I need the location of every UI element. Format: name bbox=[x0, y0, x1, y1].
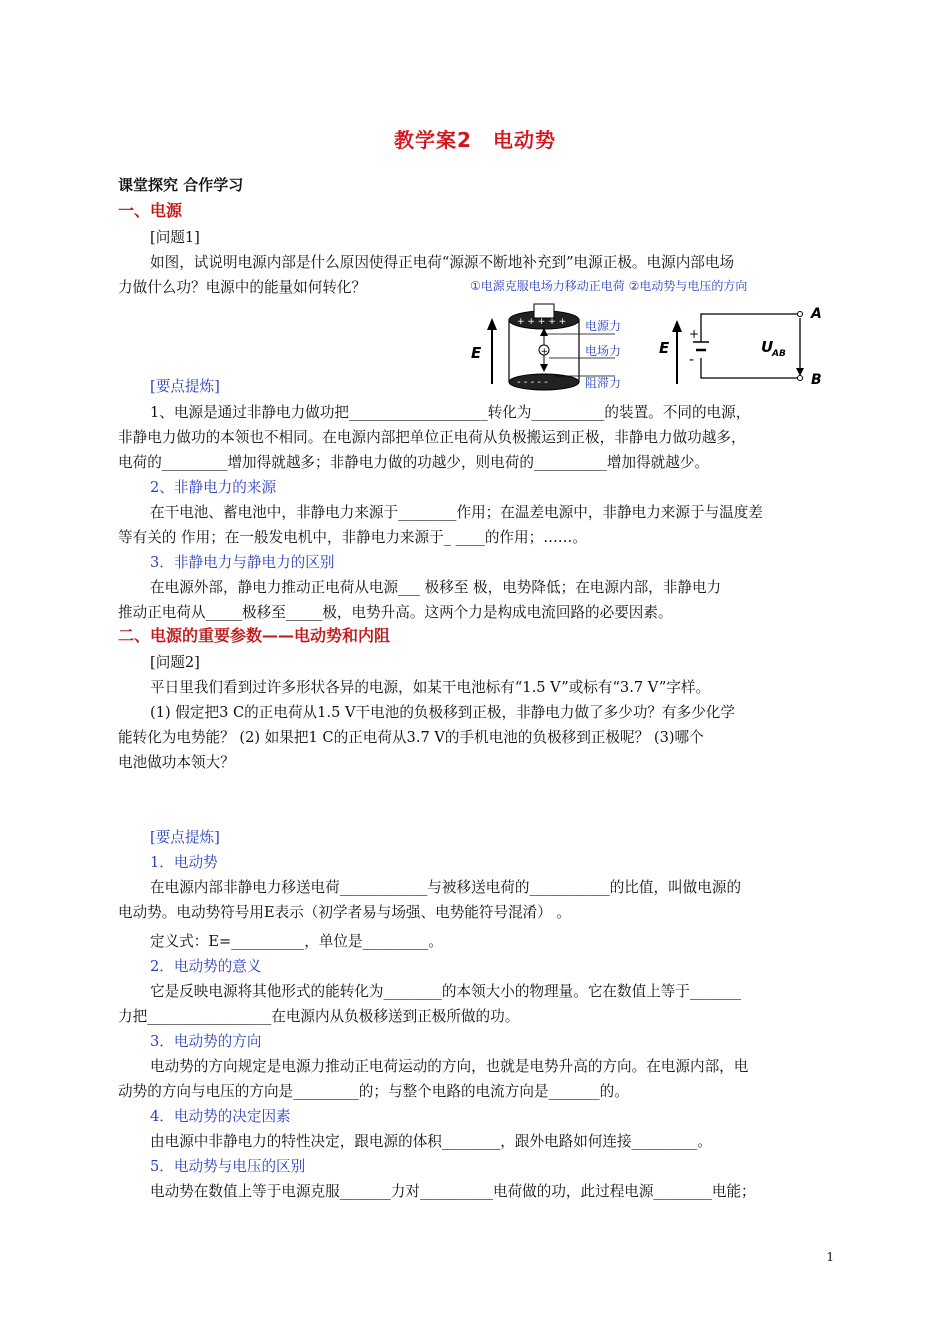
k5-line1: 电动势在数值上等于电源克服_______力对__________电荷做的功，此过程电源________电能； bbox=[150, 1183, 756, 1200]
p3-line2: 推动正电荷从_____极移至_____极，电势升高。这两个力是构成电流回路的必要因素。 bbox=[118, 604, 673, 621]
k4-title: 4．电动势的决定因素 bbox=[150, 1108, 291, 1125]
uab-label: U bbox=[761, 338, 774, 356]
battery-figure bbox=[465, 276, 835, 394]
k2-line2: 力把_________________在电源内从负极移送到正极所做的功。 bbox=[118, 1008, 520, 1025]
cell-plus: + bbox=[689, 327, 700, 341]
plus-marks: + + + + + bbox=[517, 317, 567, 327]
k3-line2: 动势的方向与电压的方向是_________的；与整个电路的电流方向是_______的。 bbox=[118, 1083, 629, 1100]
minus-marks: - - - - - bbox=[517, 377, 548, 388]
label-field-force: 电场力 bbox=[585, 344, 622, 358]
problem2-line1: 平日里我们看到过许多形状各异的电源，如某干电池标有“1.5 V”或标有“3.7 V”字样。 bbox=[150, 679, 711, 696]
k1-title: 1．电动势 bbox=[150, 854, 218, 871]
p3-line1: 在电源外部，静电力推动正电荷从电源___ 极移至 极，电势降低；在电源内部，非静电力 bbox=[150, 579, 722, 596]
k5-title: 5．电动势与电压的区别 bbox=[150, 1158, 306, 1175]
keypoints1-label: [要点提炼] bbox=[150, 378, 220, 395]
section1-title: 一、电源 bbox=[118, 201, 183, 220]
p1-line1: 1、电源是通过非静电力做功把___________________转化为__________的装置。不同的电源， bbox=[150, 404, 751, 421]
page-number: 1 bbox=[826, 1250, 834, 1264]
keypoints2-label: [要点提炼] bbox=[150, 829, 220, 846]
e-label-right: E bbox=[659, 339, 670, 357]
p2-line1: 在干电池、蓄电池中，非静电力来源于________作用；在温差电源中，非静电力来源于与温度差 bbox=[150, 504, 763, 521]
p1-line2: 非静电力做功的本领也不相同。在电源内部把单位正电荷从负极搬运到正极，非静电力做功越多， bbox=[118, 429, 746, 446]
cell-minus: - bbox=[689, 352, 695, 368]
label-resist-force: 阻滞力 bbox=[585, 376, 622, 390]
k2-title: 2．电动势的意义 bbox=[150, 958, 262, 975]
section-heading: 课堂探究 合作学习 bbox=[118, 176, 244, 194]
p3-title: 3．非静电力与静电力的区别 bbox=[150, 554, 335, 571]
label-a: A bbox=[811, 306, 822, 322]
k3-title: 3．电动势的方向 bbox=[150, 1033, 262, 1050]
battery-terminal bbox=[534, 304, 554, 318]
problem1-line1: 如图，试说明电源内部是什么原因使得正电荷“源源不断地补充到”电源正极。电源内部电场 bbox=[150, 254, 735, 271]
problem1-label: [问题1] bbox=[150, 229, 200, 246]
section2-title: 二、电源的重要参数——电动势和内阻 bbox=[118, 626, 391, 645]
k2-line1: 它是反映电源将其他形式的能转化为________的本领大小的物理量。它在数值上等于_______ bbox=[150, 983, 742, 1000]
k3-line1: 电动势的方向规定是电源力推动正电荷运动的方向，也就是电势升高的方向。在电源内部，电 bbox=[150, 1058, 749, 1075]
k1-line3: 定义式：E=__________，单位是_________。 bbox=[150, 933, 443, 950]
uab-subscript: AB bbox=[772, 349, 786, 359]
figure-caption: ①电源克服电场力移动正电荷 ②电动势与电压的方向 bbox=[470, 279, 748, 293]
label-b: B bbox=[811, 372, 822, 388]
p2-title: 2、非静电力的来源 bbox=[150, 479, 277, 496]
e-arrowhead-left bbox=[487, 318, 497, 330]
p1-line3: 电荷的_________增加得就越多；非静电力做的功越少，则电荷的__________增加得就越少。 bbox=[118, 454, 710, 471]
charge-plus: + bbox=[540, 347, 549, 357]
problem2-line3: 能转化为电势能？ (2) 如果把1 C的正电荷从3.7 V的手机电池的负极移到正极呢？ (3)哪个 bbox=[118, 729, 704, 746]
label-power-force: 电源力 bbox=[585, 319, 622, 333]
problem2-line4: 电池做功本领大？ bbox=[118, 754, 235, 771]
p2-line2: 等有关的 作用；在一般发电机中，非静电力来源于_ ____的作用；……。 bbox=[118, 529, 587, 546]
problem2-label: [问题2] bbox=[150, 654, 200, 671]
problem2-line2: (1) 假定把3 C的正电荷从1.5 V干电池的负极移到正极，非静电力做了多少功？有多少化学 bbox=[150, 704, 735, 721]
problem1-line2: 力做什么功？电源中的能量如何转化？ bbox=[118, 279, 367, 296]
k1-line2: 电动势。电动势符号用E表示（初学者易与场强、电势能符号混淆） 。 bbox=[118, 904, 572, 921]
k4-line1: 由电源中非静电力的特性决定，跟电源的体积________，跟外电路如何连接_________。 bbox=[150, 1133, 712, 1150]
page-title: 教学案2 电动势 bbox=[394, 128, 556, 152]
e-arrowhead-right bbox=[672, 320, 682, 332]
e-label-left: E bbox=[471, 344, 482, 362]
k1-line1: 在电源内部非静电力移送电荷____________与被移送电荷的___________的比值，叫做电源的 bbox=[150, 879, 742, 896]
